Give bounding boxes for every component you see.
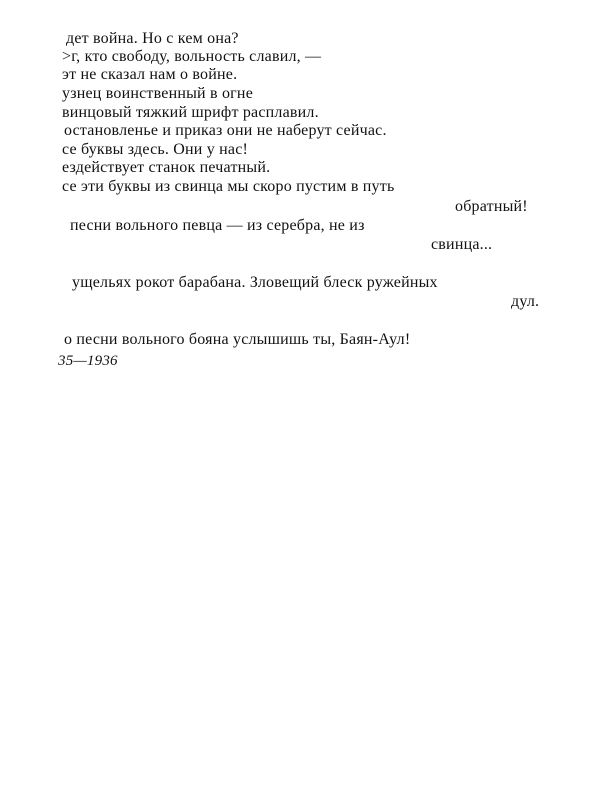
poem-line: >г, кто свободу, вольность славил, — <box>62 48 322 65</box>
poem-line: дет война. Но с кем она? <box>66 30 239 47</box>
poem-line: песни вольного певца — из серебра, не из <box>70 217 365 234</box>
poem-line-continuation: обратный! <box>455 198 528 215</box>
poem-line-continuation: свинца... <box>431 236 493 253</box>
poem-line: узнец воинственный в огне <box>62 85 253 102</box>
poem-line: эт не сказал нам о войне. <box>62 66 238 83</box>
poem-line: винцовый тяжкий шрифт расплавил. <box>62 104 319 121</box>
poem-line: остановленье и приказ они не наберут сейчас. <box>64 122 387 139</box>
poem-line: о песни вольного бояна услышишь ты, Баян-Аул! <box>64 331 411 348</box>
poem-date: 35—1936 <box>58 353 118 369</box>
poem-line: ездействует станок печатный. <box>62 159 271 176</box>
poem-line: се буквы здесь. Они у нас! <box>62 141 249 158</box>
poem-line: ущельях рокот барабана. Зловещий блеск ружейных <box>72 274 438 291</box>
poem-line: се эти буквы из свинца мы скоро пустим в путь <box>62 178 395 195</box>
poem-line-continuation: дул. <box>511 293 540 310</box>
